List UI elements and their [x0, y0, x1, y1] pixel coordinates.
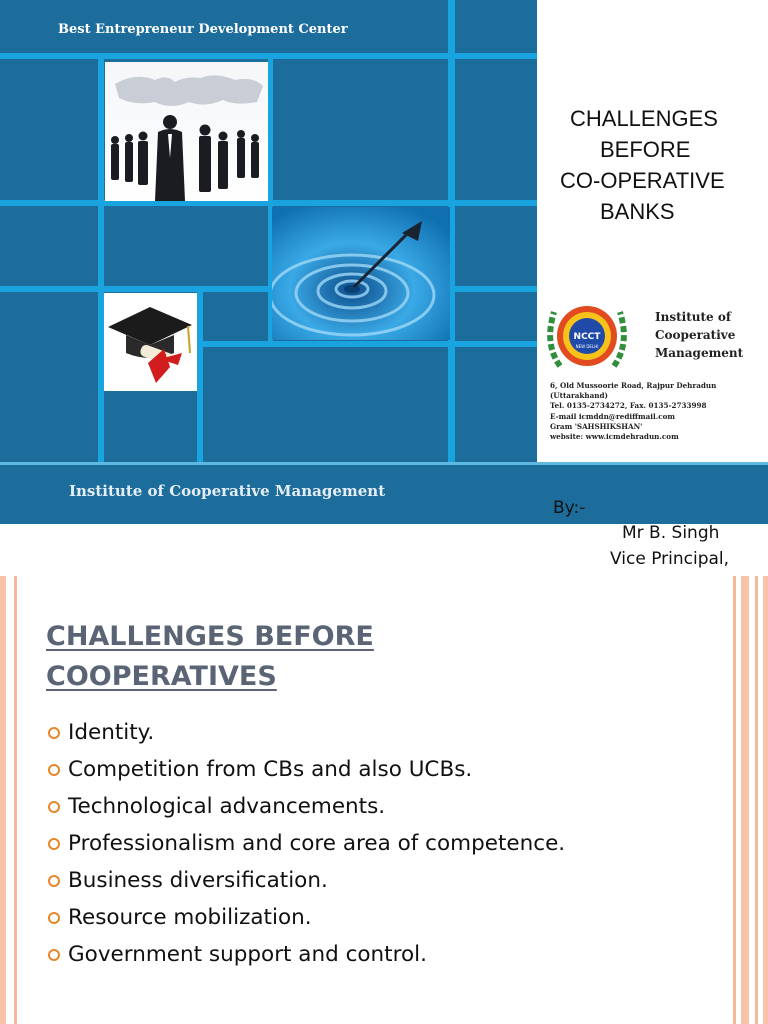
address-line: website: www.icmdehradun.com: [550, 432, 679, 442]
graduation-cap-image: [104, 293, 197, 391]
footer-title: Institute of Cooperative Management: [69, 482, 386, 500]
grid-line: [98, 53, 104, 462]
header-title: Best Entrepreneur Development Center: [58, 22, 348, 37]
bullet-circle-icon: [48, 838, 60, 850]
address-line: E-mail icmddn@rediffmail.com: [550, 411, 676, 421]
list-item: [46, 936, 565, 973]
grid-line: [197, 286, 203, 462]
list-item-text: Identity.: [68, 720, 155, 745]
content-slide: [0, 576, 768, 1024]
title-line: BANKS: [600, 199, 675, 224]
right-stripe: [763, 576, 768, 1024]
bullet-circle-icon: [48, 949, 60, 961]
right-stripe: [741, 576, 749, 1024]
list-item: [46, 862, 565, 899]
dartboard-target-image: [272, 207, 450, 340]
list-item-text: Competition from CBs and also UCBs.: [68, 757, 473, 782]
list-item: [46, 825, 565, 862]
list-item-text: Technological advancements.: [68, 794, 386, 819]
list-item: [46, 899, 565, 936]
institute-name-line: Cooperative: [655, 328, 736, 342]
address-line: Gram 'SAHSHIKSHAN': [550, 421, 643, 431]
list-item-text: Resource mobilization.: [68, 905, 312, 930]
content-title-line: COOPERATIVES: [46, 661, 277, 692]
bullet-circle-icon: [48, 912, 60, 924]
bullet-circle-icon: [48, 727, 60, 739]
emblem-text: NCCT: [573, 332, 601, 342]
institute-address: [550, 381, 716, 442]
blue-grid-panel: [0, 0, 537, 462]
grid-line: [200, 341, 537, 347]
author-name: Mr B. Singh: [622, 523, 720, 543]
list-item-text: Government support and control.: [68, 942, 427, 967]
title-line: CO-OPERATIVE: [560, 168, 725, 193]
content-slide-title: [46, 617, 486, 697]
institute-name-line: Management: [655, 346, 744, 360]
bullet-circle-icon: [48, 801, 60, 813]
list-item: [46, 714, 565, 751]
business-people-image: [105, 62, 268, 201]
title-line: BEFORE: [600, 137, 691, 162]
list-item: [46, 751, 565, 788]
ncct-emblem-icon: [542, 296, 632, 376]
right-stripe: [733, 576, 736, 1024]
content-title-line: CHALLENGES BEFORE: [46, 621, 374, 652]
slide-title: [555, 103, 755, 227]
title-line: CHALLENGES: [570, 106, 718, 131]
institute-name: [655, 308, 743, 362]
emblem-subtext: NEW DELHI: [575, 344, 599, 349]
left-stripe: [0, 576, 6, 1024]
bullet-circle-icon: [48, 764, 60, 776]
challenges-list: [46, 714, 565, 973]
list-item-text: Business diversification.: [68, 868, 328, 893]
address-line: 6, Old Mussoorie Road, Rajpur Dehradun: [550, 381, 717, 390]
address-line: (Uttarakhand): [550, 391, 608, 401]
list-item-text: Professionalism and core area of competence.: [68, 831, 566, 856]
address-line: Tel. 0135-2734272, Fax. 0135-2733998: [550, 401, 707, 411]
author-title: Vice Principal,: [610, 549, 730, 569]
by-label: By:-: [553, 498, 586, 518]
right-stripe: [755, 576, 758, 1024]
left-stripe: [14, 576, 17, 1024]
bullet-circle-icon: [48, 875, 60, 887]
institute-name-line: Institute of: [655, 310, 731, 324]
list-item: [46, 788, 565, 825]
institute-logo-block: [538, 288, 768, 460]
